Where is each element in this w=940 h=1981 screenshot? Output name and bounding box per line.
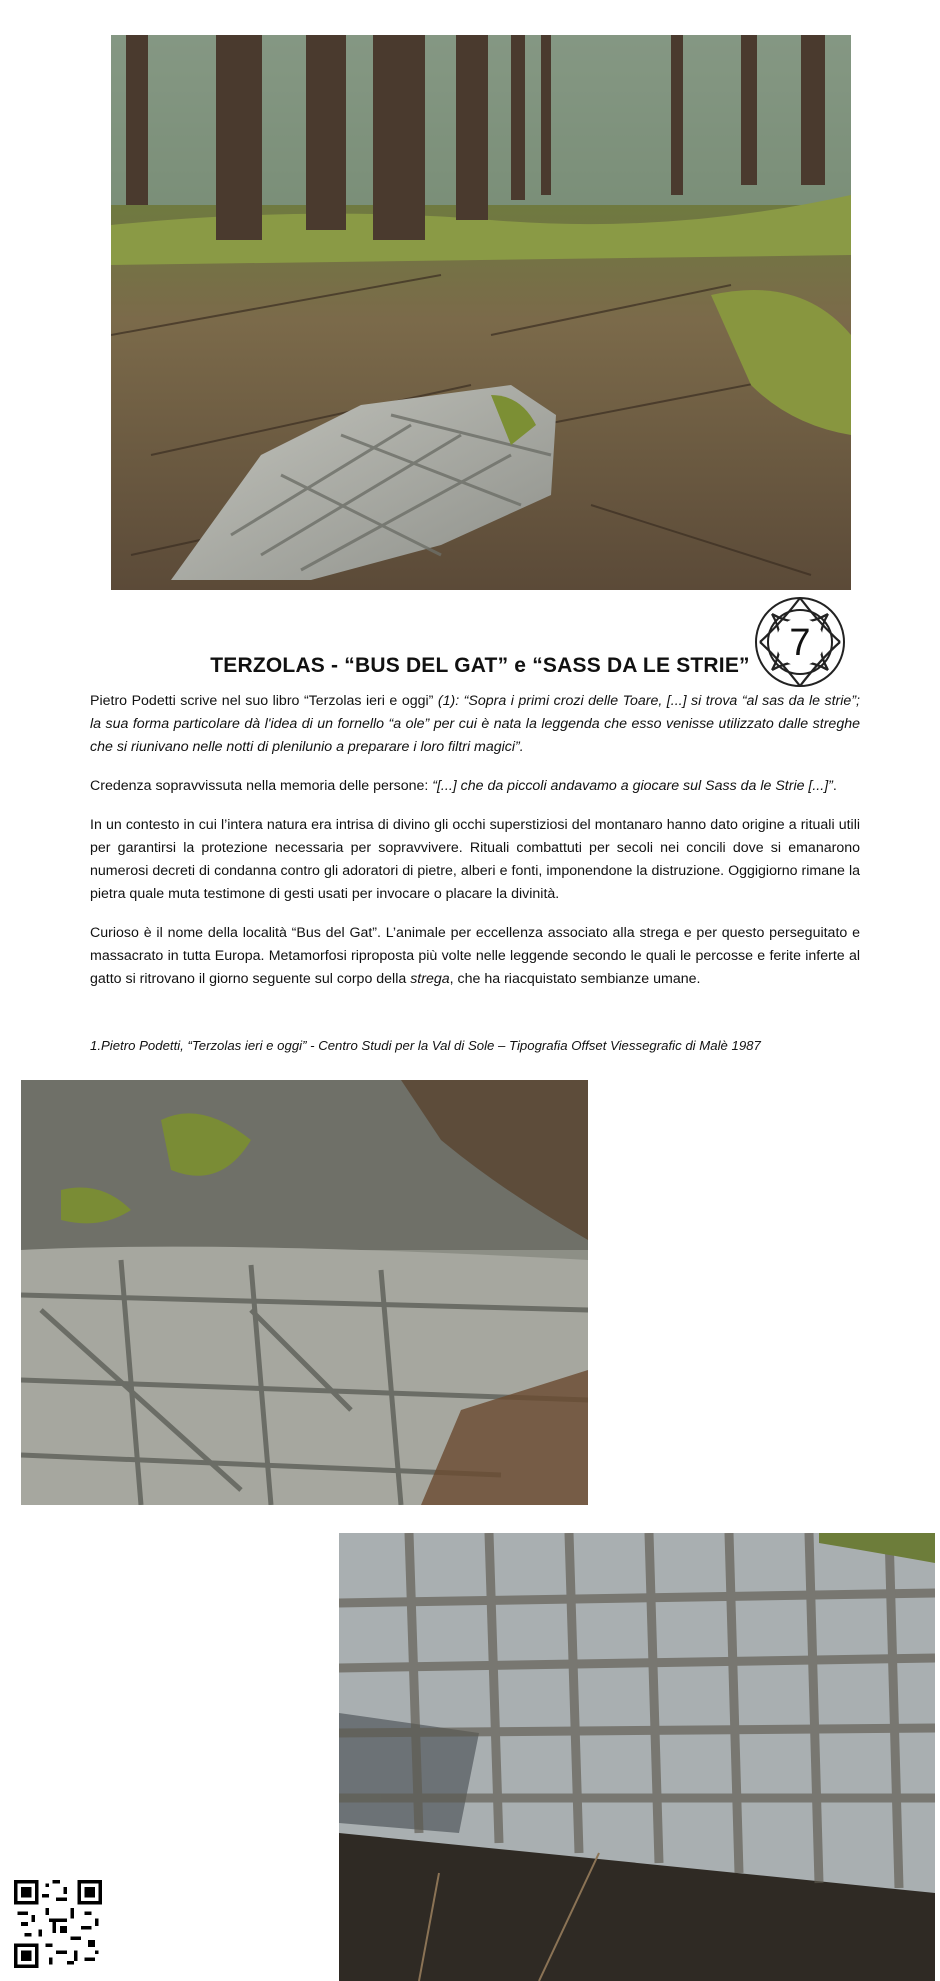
page-title: TERZOLAS - “BUS DEL GAT” e “SASS DA LE STRIE” — [210, 654, 750, 678]
body-text — [90, 690, 860, 1007]
paragraph-2 — [90, 775, 860, 798]
paragraph-4-end: , che ha riacquistato sembianze umane. — [449, 971, 701, 987]
qr-code-icon[interactable] — [14, 1880, 102, 1968]
paragraph-2-end: . — [832, 778, 837, 794]
paragraph-1-intro: Pietro Podetti scrive nel suo libro “Terzolas ieri e oggi” — [90, 693, 438, 709]
paragraph-2-quote: “[...] che da piccoli andavamo a giocare sul Sass da le Strie [...]” — [432, 778, 833, 794]
footnote: 1.Pietro Podetti, “Terzolas ieri e oggi” - Centro Studi per la Val di Sole – Tipografia Offset Viessegrafic di Malè 1987 — [90, 1038, 761, 1053]
carved-rock-illustration — [21, 1080, 588, 1505]
photo-grid-carved-rock — [339, 1533, 935, 1981]
paragraph-1-quote: (1): “Sopra i primi crozi delle Toare, [...] si trova “al sas da le strie”; la sua forma particolare dà l'idea di un fornello “a ole” per cui è nata la leggenda che esso venisse utilizzato dalle streghe che si riunivano nelle notti di plenilunio a preparare i loro filtri magici”. — [90, 693, 860, 755]
paragraph-4-emphasis: strega — [410, 971, 450, 987]
celtic-knot-ring-icon — [752, 594, 848, 690]
paragraph-2-intro: Credenza sopravvissuta nella memoria delle persone: — [90, 778, 433, 794]
paragraph-4-text: Curioso è il nome della località “Bus del Gat”. L’animale per eccellenza associato alla strega e per questo perseguitato e massacrato in tutta Europa. Metamorfosi riproposta più volte nelle leggende secondo le quali le percosse e ferite inferte al gatto si ritrovano il giorno seguente sul corpo della — [90, 925, 860, 987]
badge-number: 7 — [789, 622, 811, 664]
grid-rock-illustration — [339, 1533, 935, 1981]
forest-stone-illustration — [111, 35, 851, 590]
paragraph-3: In un contesto in cui l’intera natura era intrisa di divino gli occhi superstiziosi del montanaro hanno dato origine a rituali utili per garantirsi la protezione necessaria per sopravvivere. Rituali combattuti per secoli nei concili dove si emanarono numerosi decreti di condanna contro gli adoratori di pietre, alberi e fonti, imponendone la distruzione. Oggigiorno rimane la pietra quale muta testimone di gesti usati per invocare o placare la divinità. — [90, 817, 860, 902]
paragraph-1 — [90, 690, 860, 759]
photo-forest-stone — [111, 35, 851, 590]
paragraph-4 — [90, 922, 860, 991]
photo-carved-rock-closeup — [21, 1080, 588, 1505]
